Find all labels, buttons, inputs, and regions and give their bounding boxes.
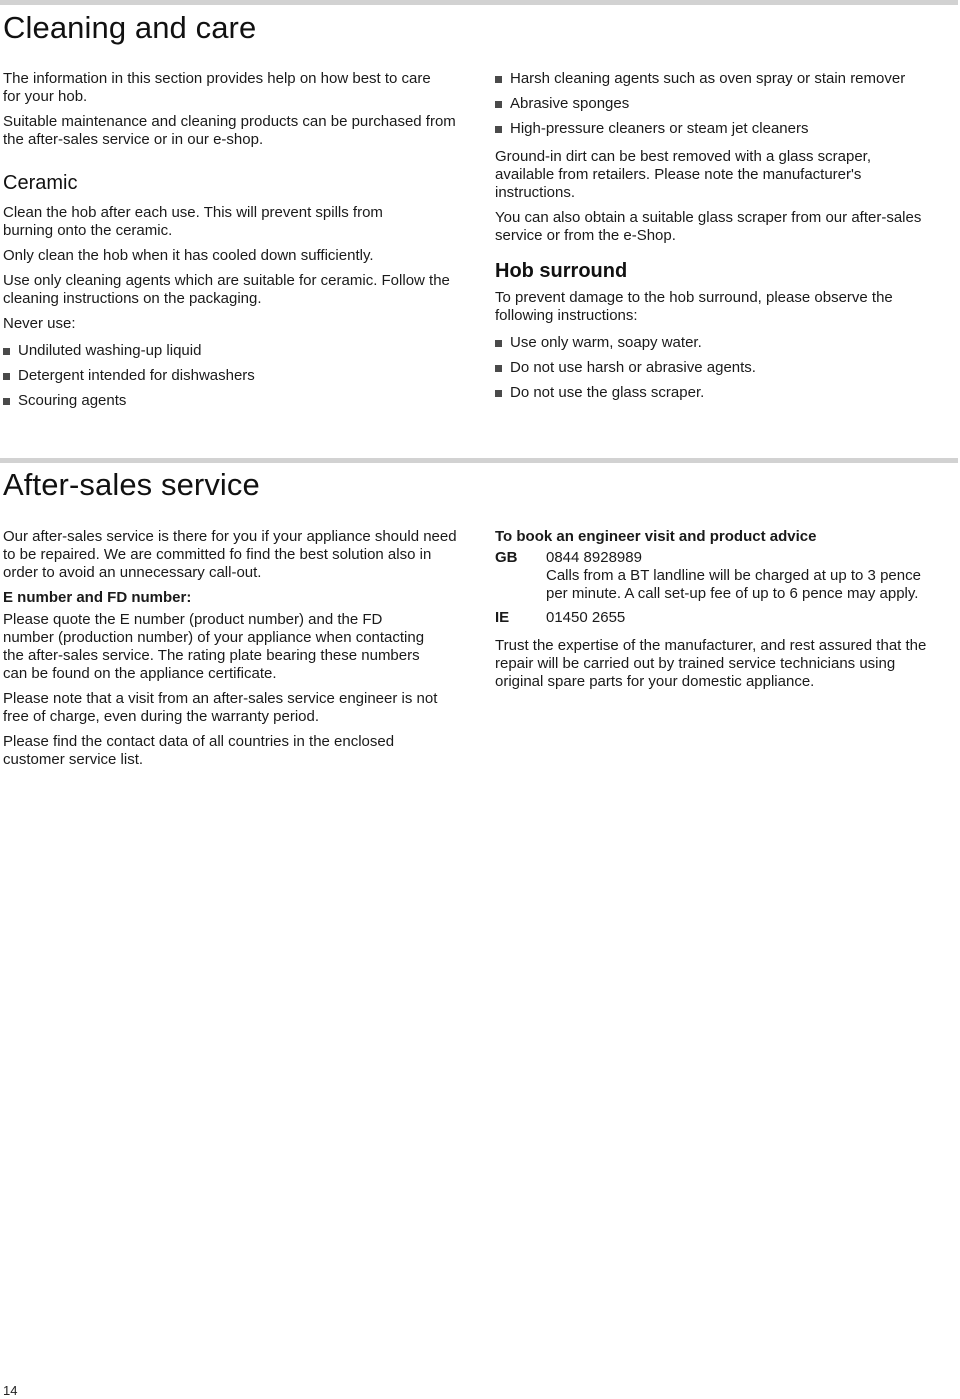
trust-paragraph: Trust the expertise of the manufacturer, and rest assured that the repair will be carried out by trained service technicians using original spare parts for your domestic appliance.: [495, 637, 927, 690]
ceramic-paragraph: Only clean the hob when it has cooled down sufficiently.: [3, 247, 374, 264]
phone-number: 0844 8928989: [546, 549, 642, 566]
page-number: 14: [3, 1383, 18, 1398]
list-item: Use only warm, soapy water.: [495, 334, 955, 352]
book-engineer-heading: To book an engineer visit and product advice: [495, 528, 817, 545]
hob-surround-intro: To prevent damage to the hob surround, please observe the following instructions:: [495, 289, 893, 324]
aftersales-paragraph: Please find the contact data of all countries in the enclosed customer service list.: [3, 733, 395, 768]
scraper-paragraph: You can also obtain a suitable glass scraper from our after-sales service or from the e-Shop.: [495, 209, 922, 244]
list-item: Undiluted washing-up liquid: [3, 342, 463, 360]
bullet-icon: [3, 373, 10, 380]
list-item: Harsh cleaning agents such as oven spray or stain remover: [495, 70, 955, 88]
never-use-label: Never use:: [3, 315, 76, 332]
list-item: Detergent intended for dishwashers: [3, 367, 463, 385]
bullet-icon: [495, 340, 502, 347]
aftersales-right-column: [495, 528, 955, 698]
hob-surround-list: [495, 334, 955, 402]
aftersales-paragraph: Please note that a visit from an after-sales service engineer is not free of charge, even during the warranty period.: [3, 690, 438, 725]
section-title-aftersales: After-sales service: [3, 467, 260, 502]
section-title-cleaning: Cleaning and care: [3, 10, 257, 45]
list-item: High-pressure cleaners or steam jet cleaners: [495, 120, 955, 138]
section-rule-top: [0, 0, 958, 5]
phone-number: 01450 2655: [546, 609, 626, 626]
never-use-list: [3, 342, 463, 410]
aftersales-paragraph: Please quote the E number (product number) and the FD number (production number) of your appliance when contacting the after-sales service. The rating plate bearing these numbers can be found on the appliance certificate.: [3, 611, 425, 682]
list-item: Abrasive sponges: [495, 95, 955, 113]
hob-surround-heading: Hob surround: [495, 260, 628, 282]
list-item: Do not use the glass scraper.: [495, 384, 955, 402]
aftersales-left-column: [3, 528, 463, 776]
never-use-list-continued: [495, 70, 955, 138]
call-charge-note: Calls from a BT landline will be charged at up to 3 pence per minute. A call set-up fee of up to 6 pence may apply.: [546, 567, 921, 602]
bullet-icon: [3, 398, 10, 405]
contact-row-ie: [495, 609, 955, 627]
intro-paragraph: The information in this section provides help on how best to care for your hob.: [3, 70, 431, 105]
intro-paragraph: Suitable maintenance and cleaning products can be purchased from the after-sales service or in our e-shop.: [3, 113, 456, 148]
bullet-icon: [495, 365, 502, 372]
contact-row-gb: [495, 549, 955, 603]
ceramic-paragraph: Use only cleaning agents which are suitable for ceramic. Follow the cleaning instructions on the packaging.: [3, 272, 450, 307]
ceramic-heading: Ceramic: [3, 172, 78, 194]
cleaning-right-column: [495, 70, 955, 409]
bullet-icon: [3, 348, 10, 355]
bullet-icon: [495, 126, 502, 133]
list-item: Scouring agents: [3, 392, 463, 410]
section-rule-aftersales: [0, 458, 958, 463]
e-number-heading: E number and FD number:: [3, 589, 192, 606]
bullet-icon: [495, 76, 502, 83]
country-code: GB: [495, 549, 518, 566]
country-code: IE: [495, 609, 510, 626]
ceramic-paragraph: Clean the hob after each use. This will prevent spills from burning onto the ceramic.: [3, 204, 383, 239]
scraper-paragraph: Ground-in dirt can be best removed with a glass scraper, available from retailers. Please note the manufacturer's instructions.: [495, 148, 872, 201]
aftersales-intro: Our after-sales service is there for you if your appliance should need to be repaired. We are committed fo find the best solution also in order to avoid an unnecessary call-out.: [3, 528, 457, 581]
bullet-icon: [495, 101, 502, 108]
list-item: Do not use harsh or abrasive agents.: [495, 359, 955, 377]
cleaning-left-column: [3, 70, 463, 417]
bullet-icon: [495, 390, 502, 397]
